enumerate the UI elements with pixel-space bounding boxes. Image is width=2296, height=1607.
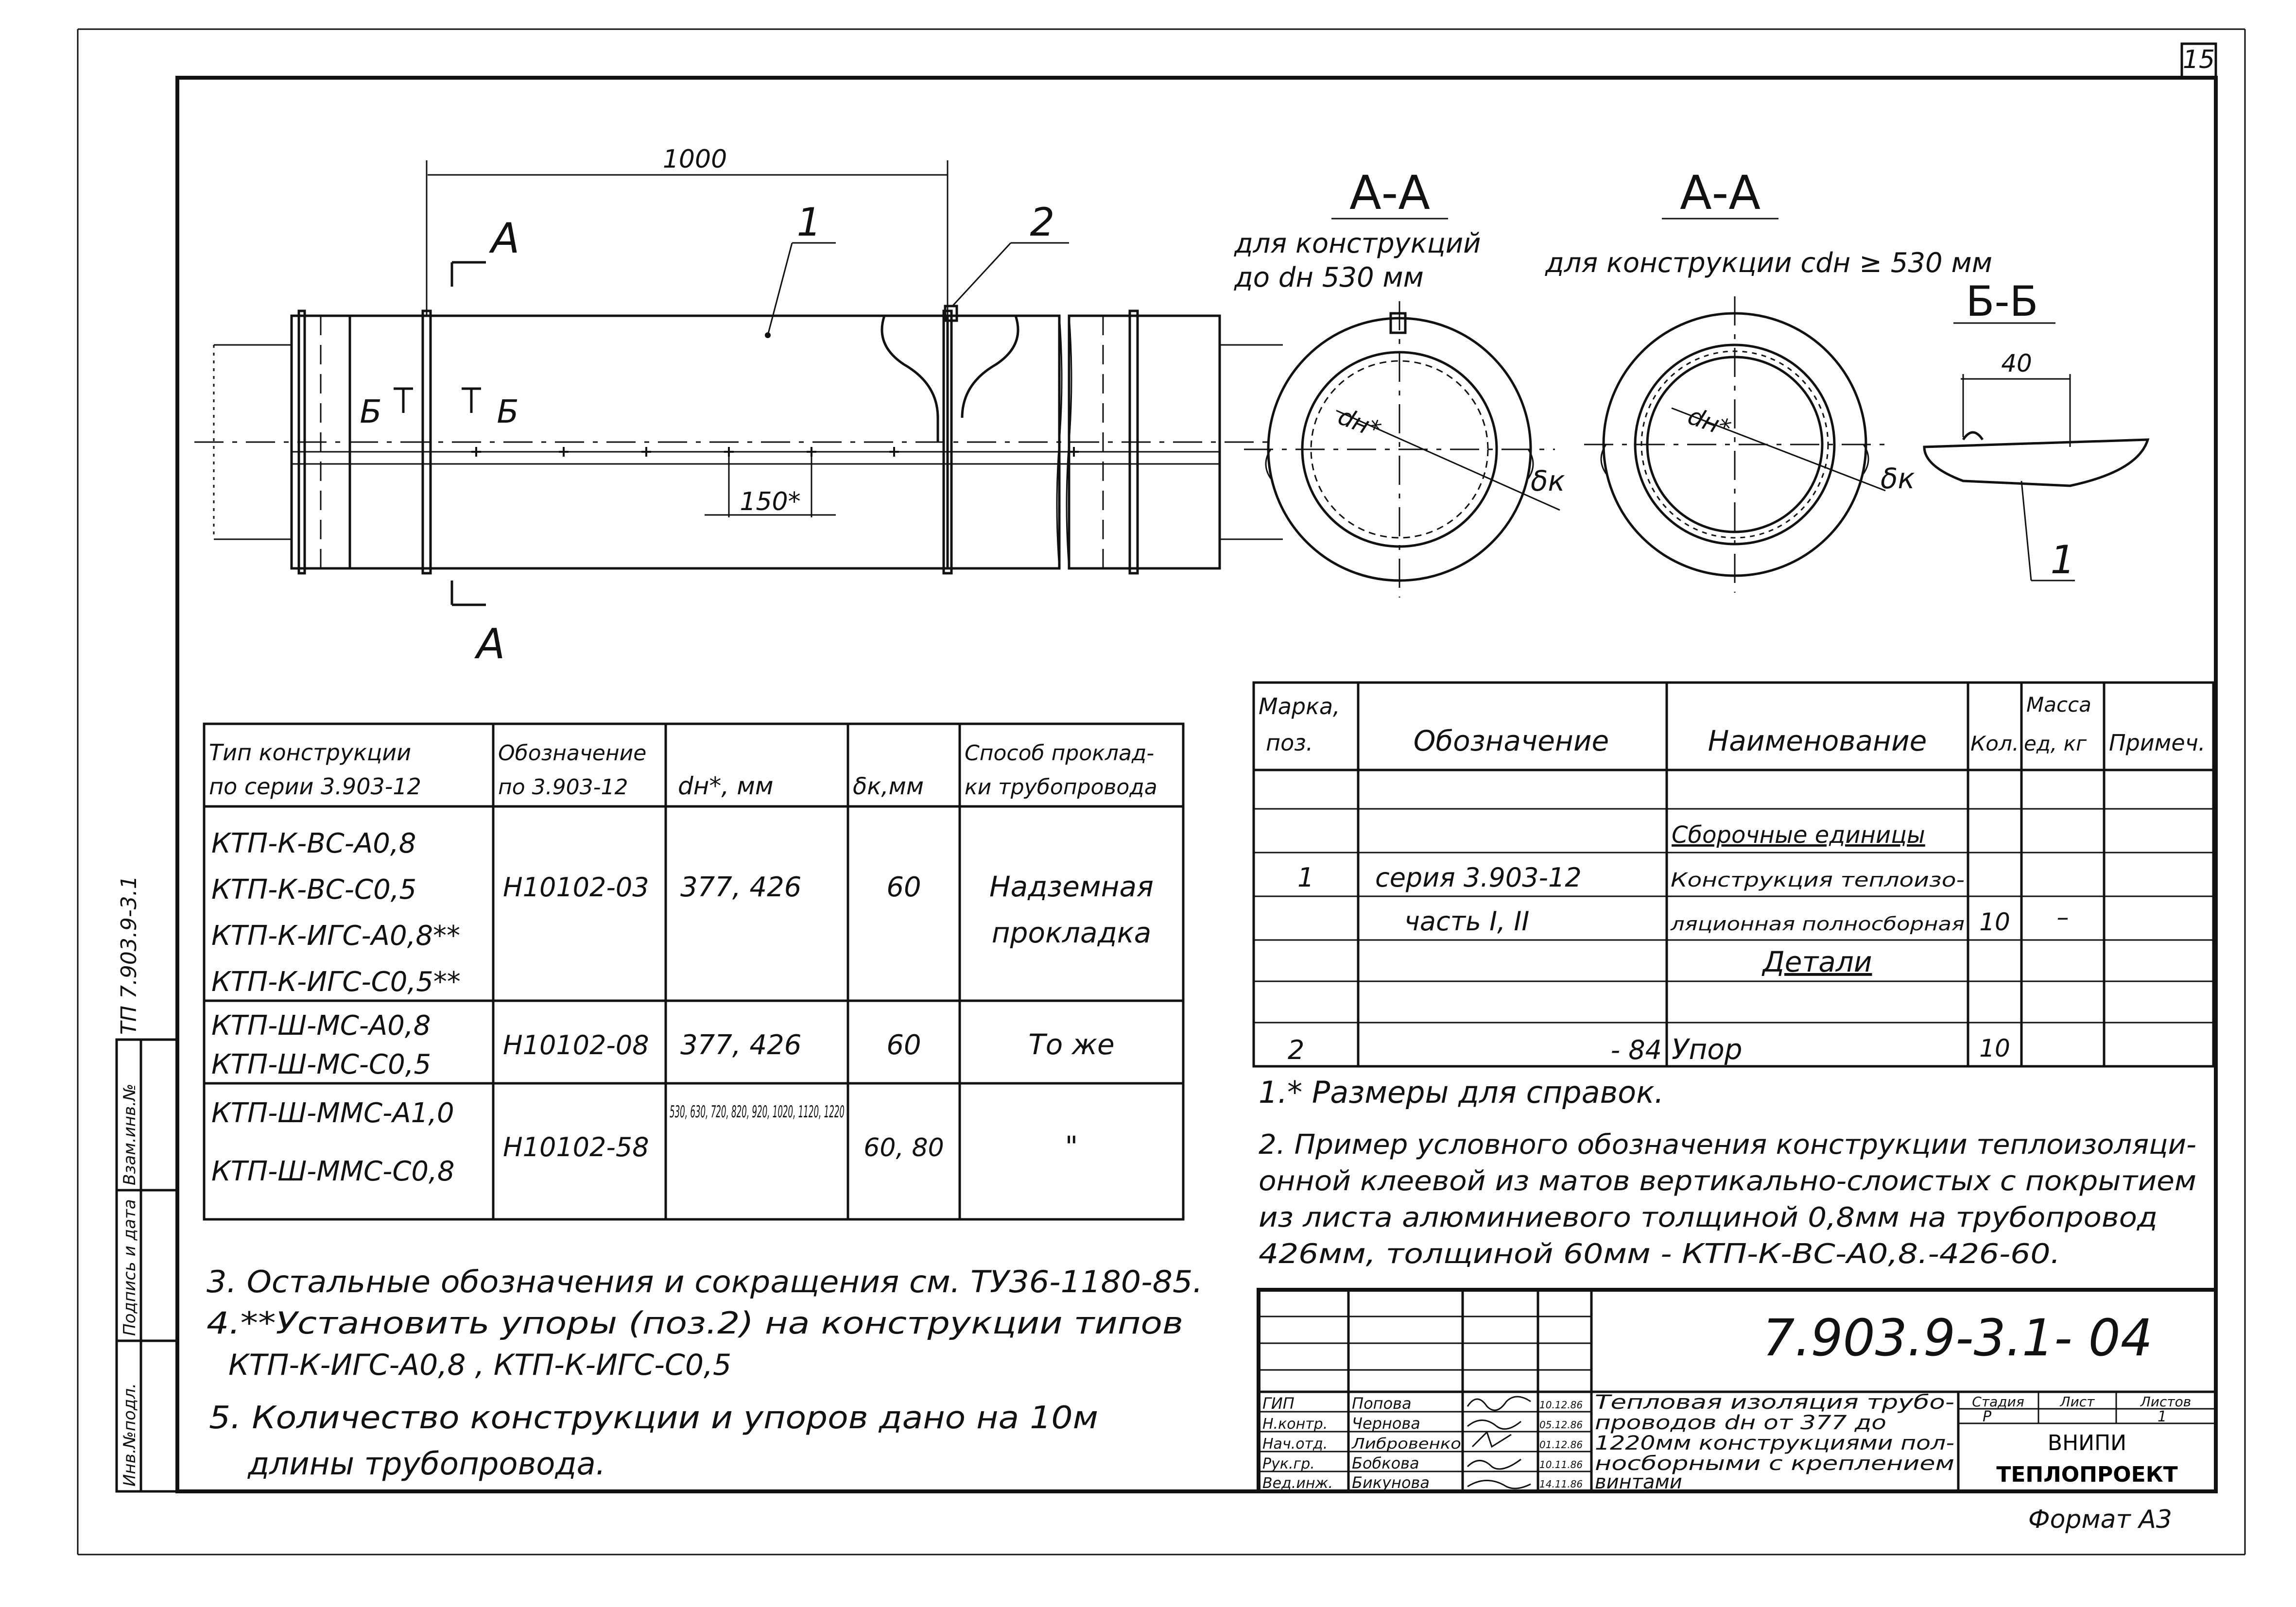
tb-name-3: Бобкова (1352, 1454, 1419, 1472)
tb-title-3: 1220мм конструкциями пол- (1595, 1432, 1954, 1454)
tt-r1-method-2: прокладка (991, 916, 1152, 949)
tb-date-3: 10.11.86 (1539, 1459, 1583, 1470)
aa-right-dk: δк (1881, 462, 1915, 495)
st-item2-des: - 84 (1610, 1035, 1662, 1065)
dim-150-label: 150* (740, 487, 801, 516)
tt-r1-type-4: КТП-К-ИГС-С0,5** (211, 966, 461, 998)
tb-col-sheets: Листов (2140, 1394, 2192, 1410)
st-item1-note: – (2056, 903, 2069, 931)
tb-doc-code: 7.903.9-3.1- 04 (1762, 1308, 2153, 1368)
sheet-format: Формат А3 (2028, 1505, 2172, 1534)
st-h-note: Примеч. (2109, 730, 2206, 756)
note-left-4: 4.**Установить упоры (поз.2) на конструкции типов (207, 1305, 1183, 1341)
tt-h-type-1: Тип конструкции (209, 739, 412, 766)
note-left-3: 3. Остальные обозначения и сокращения см. ТУ36-1180-85. (207, 1264, 1203, 1299)
tt-h-method-2: ки трубопровода (965, 775, 1157, 800)
note-right-1: 1.* Размеры для справок. (1259, 1075, 1664, 1110)
tb-name-1: Чернова (1352, 1414, 1420, 1433)
tt-r3-code: Н10102-58 (503, 1132, 649, 1163)
st-item2-name: Упор (1672, 1033, 1743, 1066)
tt-r2-code: Н10102-08 (503, 1030, 649, 1060)
tt-r1-type-3: КТП-К-ИГС-А0,8** (211, 920, 461, 952)
note-left-5: 5. Количество конструкции и упоров дано на 10м (209, 1400, 1098, 1436)
tb-title-2: проводов dн от 377 до (1595, 1412, 1886, 1434)
st-item1-des-1: серия 3.903-12 (1375, 862, 1582, 893)
dim-1000-label: 1000 (662, 145, 727, 174)
st-item2-pos: 2 (1288, 1035, 1305, 1065)
tt-r2-dk: 60 (886, 1029, 921, 1061)
section-b-right: Б (497, 393, 519, 430)
tb-role-1: Н.контр. (1262, 1416, 1328, 1433)
dimension-150 (705, 452, 836, 517)
side-label-sign: Подпись и дата (120, 1199, 139, 1336)
tt-r1-dk: 60 (886, 872, 921, 903)
tt-r2-dn: 377, 426 (680, 1029, 802, 1061)
section-a-top: А (491, 214, 520, 263)
aa-left-dk: δк (1531, 464, 1565, 497)
tt-r1-method-1: Надземная (989, 870, 1154, 903)
tt-r2-type-1: КТП-Ш-МС-А0,8 (211, 1010, 431, 1042)
tt-h-dn: dн*, мм (678, 772, 774, 800)
tb-role-3: Рук.гр. (1262, 1455, 1315, 1472)
leader-item-1 (765, 200, 836, 338)
tb-stage: Р (1983, 1408, 1992, 1425)
note-right-2: 2. Пример условного обозначения конструкции теплоизоляци- (1259, 1129, 2196, 1161)
st-item1-name-2: ляционная полносборная (1670, 913, 1965, 935)
tb-name-0: Попова (1352, 1394, 1412, 1413)
st-item1-pos: 1 (1297, 862, 1314, 893)
section-b-marks (360, 389, 518, 430)
tb-org-1: ВНИПИ (2047, 1431, 2127, 1455)
tt-r1-code: Н10102-03 (503, 872, 649, 903)
bb-title: Б-Б (1966, 277, 2038, 326)
tt-r1-dn: 377, 426 (680, 872, 802, 903)
tb-date-4: 14.11.86 (1539, 1478, 1583, 1490)
tt-h-method-1: Способ проклад- (965, 741, 1155, 766)
st-h-name: Наименование (1708, 724, 1927, 757)
tb-role-0: ГИП (1262, 1394, 1295, 1413)
tb-name-2: Либровенко (1351, 1436, 1461, 1453)
section-b-left: Б (360, 393, 382, 430)
tb-title-1: Тепловая изоляция трубо- (1595, 1391, 1954, 1414)
tt-r3-type-2: КТП-Ш-ММС-С0,8 (211, 1156, 455, 1187)
aa-left-title: А-А (1349, 166, 1430, 220)
tt-r1-type-1: КТП-К-ВС-А0,8 (211, 828, 416, 859)
tb-name-4: Бикунова (1352, 1473, 1430, 1492)
leader-2-label: 2 (1030, 200, 1055, 245)
side-label-replace: Взам.инв.№ (120, 1083, 139, 1185)
tb-title-4: носборными с креплением (1595, 1453, 1954, 1475)
tt-h-code-1: Обозначение (498, 741, 647, 766)
aa-right-dn: dн* (1684, 401, 1735, 443)
note-right-5: 426мм, толщиной 60мм - КТП-К-ВС-А0,8.-426-60. (1259, 1238, 2060, 1270)
tt-r2-method: То же (1028, 1028, 1115, 1061)
tb-date-2: 01.12.86 (1539, 1439, 1583, 1451)
st-item1-qty: 10 (1979, 908, 2010, 936)
bb-leader-label: 1 (2050, 537, 2075, 582)
st-h-mass-1: Масса (2026, 693, 2091, 717)
aa-right-title: А-А (1680, 166, 1761, 220)
st-h-mark-1: Марка, (1259, 693, 1340, 719)
st-h-mass-2: ед, кг (2024, 732, 2087, 755)
tt-r3-type-1: КТП-Ш-ММС-А1,0 (211, 1097, 454, 1129)
signature-marks (1467, 1397, 1531, 1488)
tt-h-type-2: по серии 3.903-12 (209, 773, 421, 800)
spec-table (1254, 683, 2213, 1066)
side-stamp-code: ТП 7.903.9-3.1 (117, 875, 141, 1035)
section-aa-right (1545, 166, 1992, 593)
side-label-inv: Инв.№подл. (120, 1383, 139, 1487)
note-right-4: из листа алюминиевого толщиной 0,8мм на трубопровод (1259, 1202, 2158, 1233)
tb-role-4: Вед.инж. (1262, 1475, 1333, 1492)
tb-col-stage: Стадия (1972, 1394, 2024, 1410)
section-bb (1924, 277, 2148, 582)
tb-title-5: винтами (1595, 1471, 1682, 1493)
title-block (1259, 1290, 2216, 1493)
aa-left-dn: dн* (1334, 402, 1385, 444)
pipe-side-view (194, 306, 1283, 573)
tb-date-1: 05.12.86 (1539, 1419, 1583, 1431)
tt-r2-type-2: КТП-Ш-МС-С0,5 (211, 1049, 432, 1080)
st-h-designation: Обозначение (1413, 724, 1609, 757)
note-left-5b: длины трубопровода. (248, 1446, 606, 1482)
st-item2-qty: 10 (1979, 1034, 2010, 1062)
note-right-3: онной клеевой из матов вертикально-слоистых с покрытием (1259, 1165, 2196, 1197)
dim-40-label: 40 (2001, 349, 2032, 377)
st-h-qty: Кол. (1970, 732, 2019, 755)
tt-r3-method: " (1065, 1130, 1078, 1163)
aa-left-subtitle-2: до dн 530 мм (1234, 262, 1424, 293)
aa-right-subtitle: для конструкции сdн ≥ 530 мм (1545, 247, 1992, 279)
st-section-details: Детали (1762, 945, 1872, 978)
side-stamp (117, 875, 177, 1491)
st-item1-des-2: часть I, II (1404, 906, 1530, 937)
tt-r3-dn: 530, 630, 720, 820, 920, 1020, 1120, 1220 (670, 1102, 845, 1122)
leader-item-2 (952, 200, 1069, 306)
tb-sheets: 1 (2158, 1408, 2167, 1425)
section-aa-left (1234, 166, 1565, 598)
tb-date-0: 10.12.86 (1539, 1399, 1583, 1411)
tt-r1-type-2: КТП-К-ВС-С0,5 (211, 874, 417, 906)
leader-1-label: 1 (796, 200, 822, 245)
note-left-4b: КТП-К-ИГС-А0,8 , КТП-К-ИГС-С0,5 (228, 1348, 732, 1382)
notes-right (1259, 1075, 2196, 1270)
st-h-mark-2: поз. (1266, 730, 1313, 756)
tb-role-2: Нач.отд. (1262, 1436, 1328, 1453)
page-number: 15 (2182, 45, 2215, 74)
tt-r3-dk: 60, 80 (863, 1133, 944, 1163)
tb-org-2: ТЕПЛОПРОЕКТ (1996, 1462, 2178, 1487)
section-a-bottom: А (476, 620, 505, 668)
st-item1-name-1: Конструкция теплоизо- (1671, 869, 1965, 891)
tb-col-sheet: Лист (2060, 1394, 2095, 1410)
tt-h-code-2: по 3.903-12 (498, 775, 628, 800)
types-table (204, 724, 1183, 1219)
st-section-assembly: Сборочные единицы (1672, 821, 1925, 849)
tt-h-dk: δк,мм (853, 773, 924, 800)
aa-left-subtitle-1: для конструкций (1234, 228, 1481, 259)
notes-left (207, 1264, 1203, 1482)
